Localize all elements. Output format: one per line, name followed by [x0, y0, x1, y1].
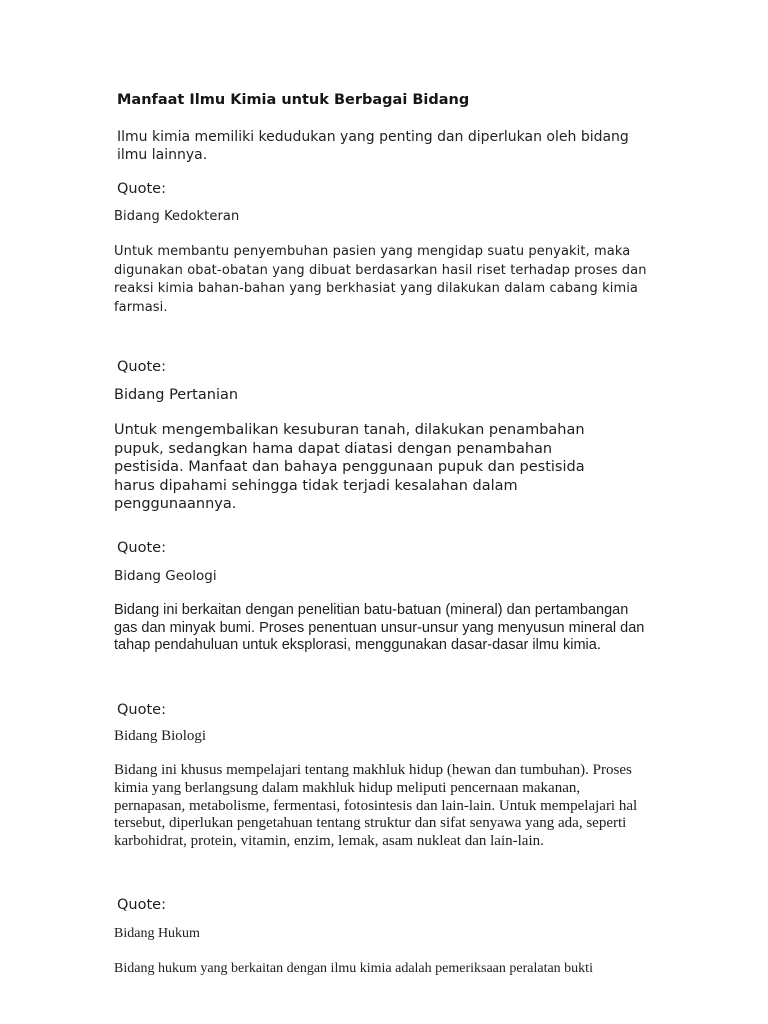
- quote-label: Quote:: [117, 540, 166, 556]
- section-body-pertanian: Untuk mengembalikan kesuburan tanah, dilakukan penambahan pupuk, sedangkan hama dapat diatasi dengan penambahan pestisida. Manfaat dan bahaya penggunaan pupuk dan pestisida harus dipahami sehingga tidak terjadi kesalahan dalam penggunaannya.: [114, 422, 585, 512]
- section-body-hukum: Bidang hukum yang berkaitan dengan ilmu kimia adalah pemeriksaan peralatan bukti: [114, 961, 593, 976]
- document-title: Manfaat Ilmu Kimia untuk Berbagai Bidang: [117, 92, 470, 108]
- intro-paragraph: Ilmu kimia memiliki kedudukan yang penting dan diperlukan oleh bidang ilmu lainnya.: [117, 129, 629, 163]
- section-body-biologi: Bidang ini khusus mempelajari tentang makhluk hidup (hewan dan tumbuhan). Proses kimia yang berlangsung dalam makhluk hidup meliputi pencernaan makanan, pernapasan, metabolisme, fermentasi, fotosintesis dan lain-lain. Untuk mempelajari hal tersebut, diperlukan pengetahuan tentang struktur dan sifat senyawa yang ada, seperti karbohidrat, protein, vitamin, enzim, lemak, asam nukleat dan lain-lain.: [114, 762, 638, 850]
- section-heading-hukum: Bidang Hukum: [114, 926, 200, 941]
- quote-label: Quote:: [117, 359, 166, 375]
- quote-label: Quote:: [117, 897, 166, 913]
- section-heading-pertanian: Bidang Pertanian: [114, 387, 239, 403]
- section-body-geologi: Bidang ini berkaitan dengan penelitian batu-batuan (mineral) dan pertambangan gas dan minyak bumi. Proses penentuan unsur-unsur yang menyusun mineral dan tahap pendahuluan untuk eksplorasi, menggunakan dasar-dasar ilmu kimia.: [114, 602, 645, 653]
- section-body-kedokteran: Untuk membantu penyembuhan pasien yang mengidap suatu penyakit, maka digunakan obat-obatan yang dibuat berdasarkan hasil riset terhadap proses dan reaksi kimia bahan-bahan yang berkhasiat yang dilakukan dalam cabang kimia farmasi.: [114, 244, 647, 315]
- section-heading-geologi: Bidang Geologi: [114, 568, 217, 584]
- quote-label: Quote:: [117, 181, 166, 197]
- section-heading-biologi: Bidang Biologi: [114, 728, 207, 744]
- quote-label: Quote:: [117, 702, 166, 718]
- section-heading-kedokteran: Bidang Kedokteran: [114, 209, 240, 224]
